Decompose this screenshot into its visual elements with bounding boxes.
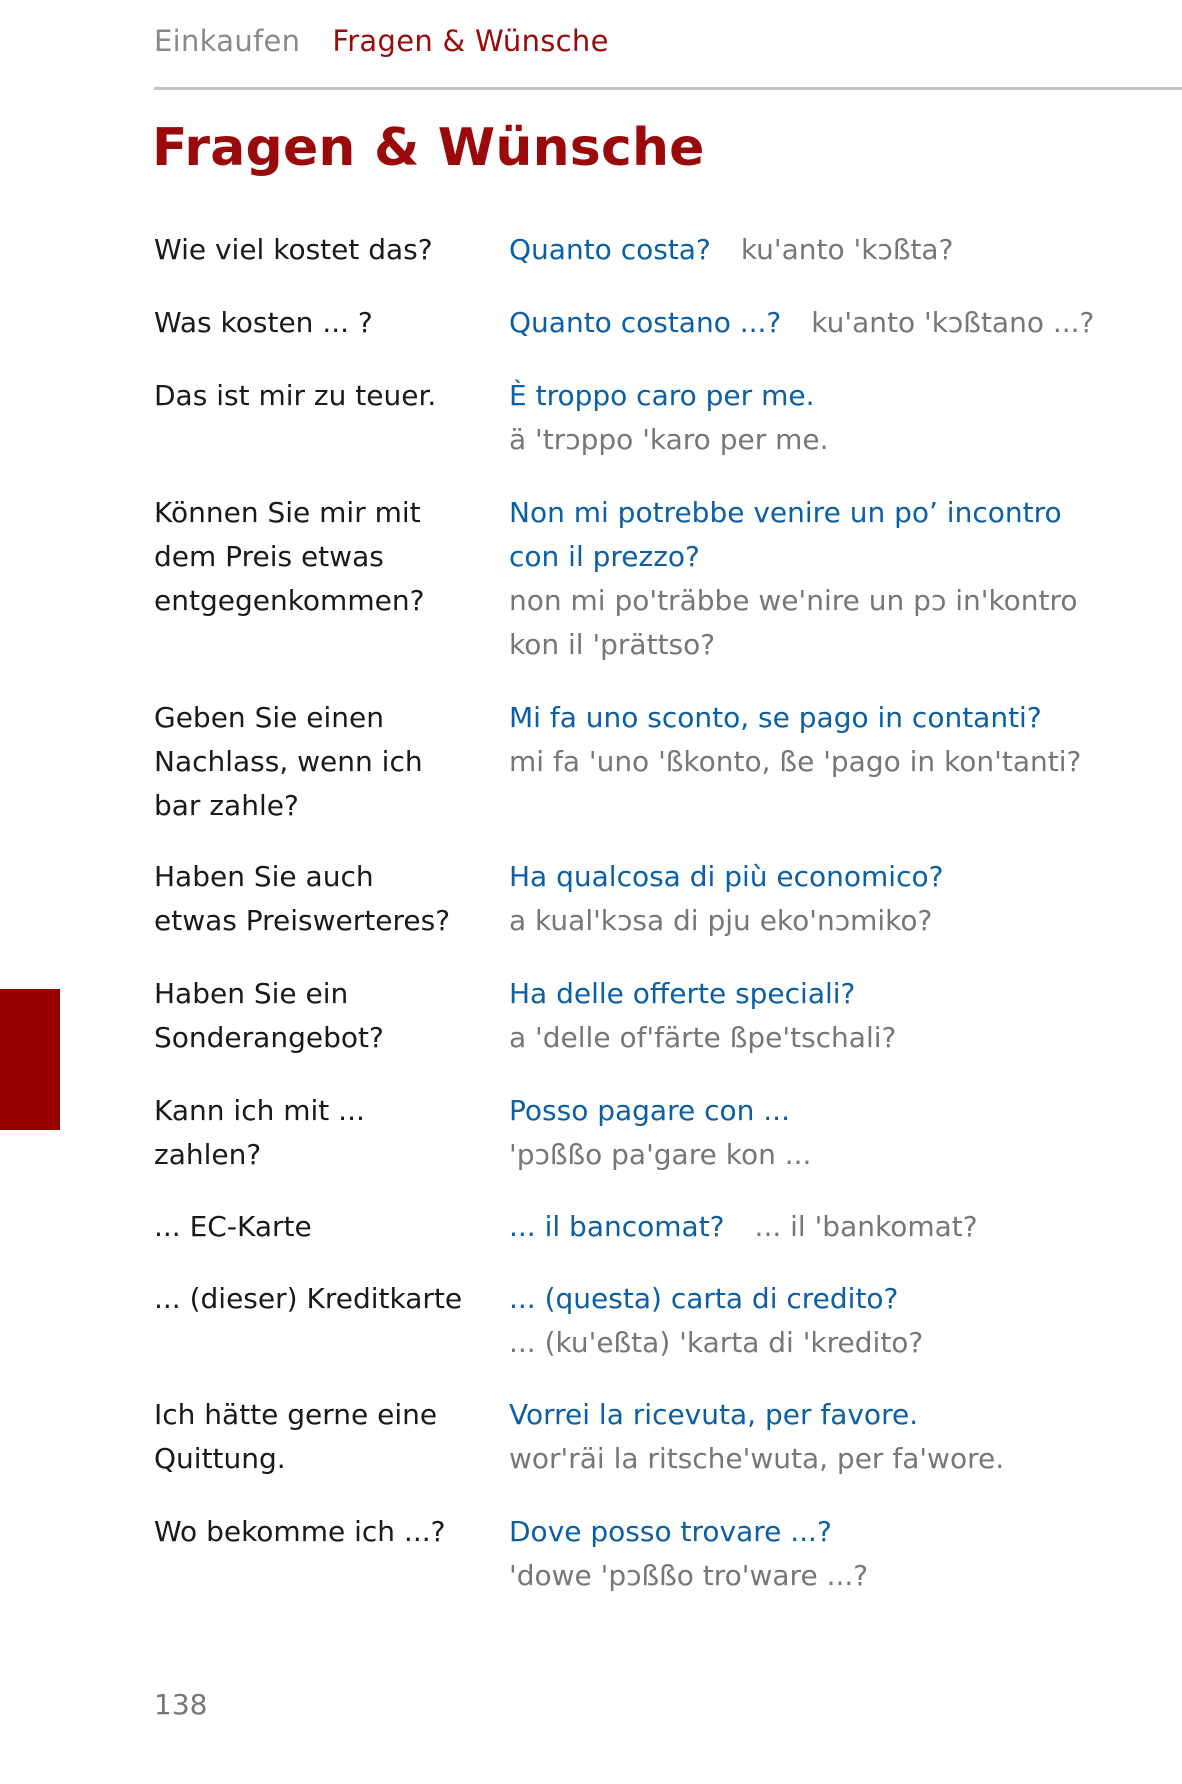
running-header [154,24,609,58]
italian-phrase: Non mi potrebbe venire un po’ incontro con il prezzo? [509,496,1062,573]
pronunciation: 'pɔßßo pa'gare kon ... [509,1138,812,1171]
italian-phrase: Posso pagare con ... [509,1094,790,1127]
german-phrase: Das ist mir zu teuer. [154,379,437,412]
pronunciation: ku'anto 'kɔßta? [740,233,954,266]
german-phrase: ... EC-Karte [154,1210,312,1243]
pronunciation: a 'delle of'färte ßpe'tschali? [509,1021,897,1054]
italian-block [509,1510,1149,1598]
italian-block [509,374,1149,462]
italian-block [509,491,1149,667]
page-title: Fragen & Wünsche [152,118,705,178]
italian-phrase: Ha delle offerte speciali? [509,977,856,1010]
german-phrase: Können Sie mir mit dem Preis etwas entgegenkommen? [154,496,425,617]
italian-phrase: Ha qualcosa di più economico? [509,860,944,893]
italian-phrase: Quanto costano ...? [509,306,782,339]
italian-phrase: Vorrei la ricevuta, per favore. [509,1398,919,1431]
german-phrase: Was kosten ... ? [154,306,373,339]
pronunciation: ... il 'bankomat? [754,1210,978,1243]
italian-block [509,1277,1149,1365]
german-phrase: Wie viel kostet das? [154,233,433,266]
german-phrase: Geben Sie einen Nachlass, wenn ich bar zahle? [154,701,423,822]
german-phrase: Haben Sie ein Sonderangebot? [154,977,384,1054]
german-phrase: ... (dieser) Kreditkarte [154,1282,463,1315]
italian-block [509,1393,1149,1481]
italian-phrase: Quanto costa? [509,233,711,266]
german-phrase: Ich hätte gerne eine Quittung. [154,1398,438,1475]
pronunciation: mi fa 'uno 'ßkonto, ße 'pago in kon'tanti? [509,745,1082,778]
german-phrase: Wo bekomme ich ...? [154,1515,446,1548]
pronunciation: wor'räi la ritsche'wuta, per fa'wore. [509,1442,1005,1475]
pronunciation: ä 'trɔppo 'karo per me. [509,423,829,456]
italian-block [509,1205,1149,1249]
pronunciation: ... (ku'eßta) 'karta di 'kredito? [509,1326,924,1359]
italian-block [509,301,1149,345]
page-number: 138 [154,1688,208,1721]
italian-block [509,972,1149,1060]
italian-block [509,855,1149,943]
italian-block [509,1089,1149,1177]
pronunciation: non mi po'träbbe we'nire un pɔ in'kontro kon il 'prättso? [509,584,1078,661]
pronunciation: 'dowe 'pɔßßo tro'ware ...? [509,1559,869,1592]
italian-block [509,228,1149,272]
german-phrase: Haben Sie auch etwas Preiswerteres? [154,860,451,937]
header-divider [154,87,1182,90]
italian-phrase: Mi fa uno sconto, se pago in contanti? [509,701,1042,734]
italian-phrase: ... (questa) carta di credito? [509,1282,899,1315]
header-section: Einkaufen [154,24,301,58]
italian-phrase: Dove posso trovare ...? [509,1515,832,1548]
german-phrase: Kann ich mit ... zahlen? [154,1094,365,1171]
header-current-topic: Fragen & Wünsche [332,24,609,58]
italian-phrase: È troppo caro per me. [509,379,815,412]
pronunciation: ku'anto 'kɔßtano ...? [811,306,1095,339]
italian-phrase: ... il bancomat? [509,1210,725,1243]
pronunciation: a kual'kɔsa di pju eko'nɔmiko? [509,904,933,937]
italian-block [509,696,1149,784]
chapter-thumb-tab [0,989,60,1130]
